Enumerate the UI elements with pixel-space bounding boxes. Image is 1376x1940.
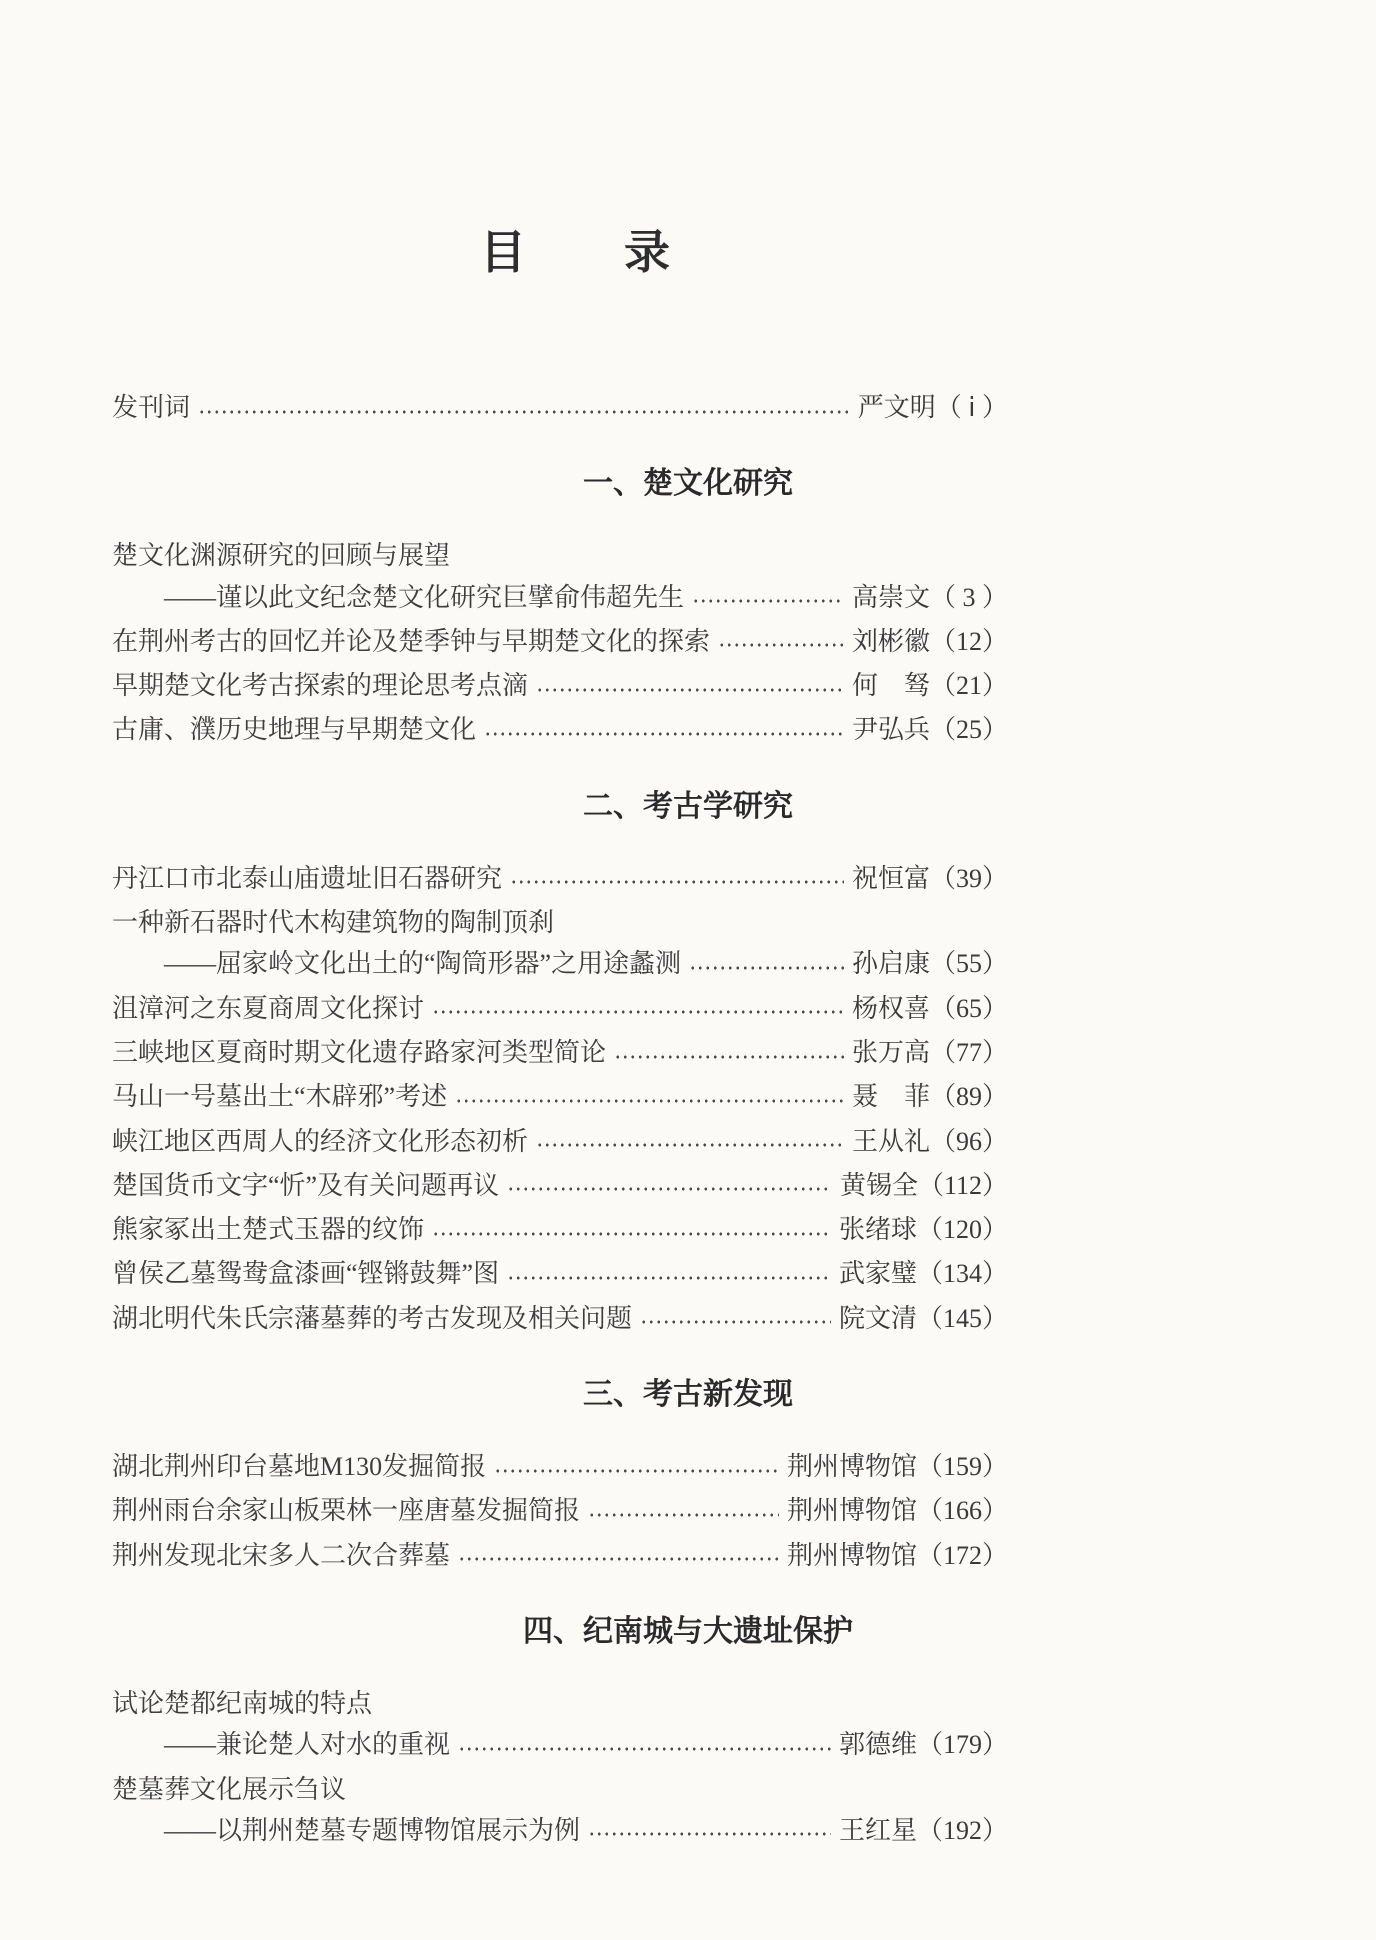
entry-title: 马山一号墓出土“木辟邪”考述: [112, 1082, 448, 1112]
entry-author: 张绪球: [838, 1215, 917, 1245]
entry-author: 荆州博物馆: [786, 1540, 917, 1570]
dot-leader: [494, 1460, 779, 1480]
dot-leader: [640, 1312, 831, 1332]
toc-entry: [112, 1497, 1008, 1524]
entry-author: 荆州博物馆: [786, 1452, 917, 1482]
toc-content: [112, 394, 1008, 1844]
entry-page: （112）: [917, 1170, 1008, 1200]
entry-author-page: [839, 1305, 1008, 1332]
entry-page: （89）: [929, 1082, 1008, 1112]
entry-page: （120）: [916, 1215, 1008, 1245]
entry-title: 试论楚都纪南城的特点: [112, 1688, 373, 1718]
entry-title: 沮漳河之东夏商周文化探讨: [112, 993, 425, 1023]
entry-author-page: [839, 1731, 1008, 1758]
entry-title: 古庸、濮历史地理与早期楚文化: [112, 715, 477, 745]
entry-author: 孙启康: [851, 949, 930, 979]
toc-entry-subtitle: [112, 1731, 1008, 1758]
dot-leader: [588, 1824, 831, 1844]
entry-page: （172）: [916, 1540, 1008, 1570]
entry-title: 荆州雨台余家山板栗林一座唐墓发掘简报: [112, 1496, 581, 1526]
toc-entry: [112, 1083, 1008, 1110]
entry-author: 刘彬徽: [851, 626, 930, 656]
dot-leader: [458, 1739, 831, 1759]
toc-entry-subtitle: [112, 1817, 1008, 1844]
entry-author: 严文明: [857, 393, 936, 422]
entry-author: 荆州博物馆: [786, 1496, 917, 1526]
entry-author-page: [852, 716, 1008, 743]
entry-page: （21）: [929, 671, 1008, 701]
toc-entry: [112, 865, 1008, 892]
entry-author-page: [858, 394, 1008, 421]
entry-author-page: [852, 865, 1008, 892]
entry-author: 高崇文: [851, 582, 930, 612]
entry-page: （65）: [929, 993, 1008, 1023]
toc-entry: [112, 716, 1008, 743]
entry-title: 曾侯乙墓鸳鸯盒漆画“铿锵鼓舞”图: [112, 1259, 500, 1289]
toc-entry: [112, 542, 1008, 569]
entry-page: （55）: [929, 949, 1008, 979]
entry-subtitle: ——兼论楚人对水的重视: [164, 1730, 451, 1760]
entry-title: 早期楚文化考古探索的理论思考点滴: [112, 671, 529, 701]
entry-author-page: [852, 1083, 1008, 1110]
entry-page: （12）: [929, 626, 1008, 656]
entry-author-page: [852, 672, 1008, 699]
toc-entry: [112, 1690, 1008, 1717]
entry-page: （166）: [916, 1496, 1008, 1526]
toc-entry-subtitle: [112, 950, 1008, 977]
entry-title: 楚文化渊源研究的回顾与展望: [112, 541, 451, 571]
dot-leader: [588, 1505, 779, 1525]
toc-entry: [112, 1453, 1008, 1480]
entry-title: 湖北荆州印台墓地M130发掘简报: [112, 1452, 487, 1482]
entry-page: （96）: [929, 1126, 1008, 1156]
section-heading: 一、楚文化研究: [583, 467, 793, 501]
entry-author-page: [839, 1216, 1008, 1243]
entry-author: 黄锡全: [839, 1170, 918, 1200]
toc-entry: [112, 394, 1008, 421]
entry-page: （179）: [916, 1730, 1008, 1760]
dot-leader: [458, 1549, 779, 1569]
entry-title: 在荆州考古的回忆并论及楚季钟与早期楚文化的探索: [112, 626, 711, 656]
entry-page: （ 3 ）: [929, 582, 1008, 612]
entry-page: （159）: [916, 1452, 1008, 1482]
toc-entry: [112, 1128, 1008, 1155]
entry-title: 楚国货币文字“忻”及有关问题再议: [112, 1170, 500, 1200]
toc-entry: [112, 1260, 1008, 1287]
entry-author-page: [852, 995, 1008, 1022]
section-heading: 二、考古学研究: [583, 789, 793, 823]
toc-entry: [112, 1039, 1008, 1066]
dot-leader: [692, 591, 844, 611]
entry-author-page: [839, 1817, 1008, 1844]
dot-leader: [484, 724, 844, 744]
dot-leader: [432, 1002, 844, 1022]
entry-subtitle: ——谨以此文纪念楚文化研究巨擘俞伟超先生: [164, 582, 685, 612]
entry-author-page: [852, 950, 1008, 977]
entry-author: 何 驽: [851, 671, 930, 701]
entry-title: 峡江地区西周人的经济文化形态初析: [112, 1126, 529, 1156]
toc-entry: [112, 672, 1008, 699]
toc-entry-subtitle: [112, 584, 1008, 611]
entry-page: （39）: [929, 863, 1008, 893]
section-heading: 四、纪南城与大遗址保护: [523, 1614, 853, 1648]
toc-entry: [112, 628, 1008, 655]
entry-page: （25）: [929, 715, 1008, 745]
toc-entry: [112, 1305, 1008, 1332]
entry-author-page: [787, 1497, 1008, 1524]
entry-title: 楚墓葬文化展示刍议: [112, 1774, 347, 1804]
entry-page: （77）: [929, 1037, 1008, 1067]
entry-author-page: [852, 584, 1008, 611]
entry-author-page: [852, 1128, 1008, 1155]
entry-author-page: [787, 1542, 1008, 1569]
entry-author-page: [840, 1172, 1008, 1199]
entry-author: 院文清: [838, 1303, 917, 1333]
dot-leader: [198, 401, 850, 421]
entry-author-page: [852, 628, 1008, 655]
dot-leader: [510, 872, 844, 892]
entry-author-page: [852, 1039, 1008, 1066]
entry-author: 祝恒富: [851, 863, 930, 893]
entry-author: 王红星: [838, 1815, 917, 1845]
dot-leader: [455, 1091, 844, 1111]
toc-entry: [112, 1216, 1008, 1243]
entry-title: 三峡地区夏商时期文化遗存路家河类型简论: [112, 1037, 607, 1067]
entry-title: 荆州发现北宋多人二次合葬墓: [112, 1540, 451, 1570]
entry-author: 尹弘兵: [851, 715, 930, 745]
entry-author: 王从礼: [851, 1126, 930, 1156]
toc-entry: [112, 995, 1008, 1022]
section-heading: 三、考古新发现: [583, 1378, 793, 1412]
dot-leader: [507, 1179, 832, 1199]
toc-entry: [112, 1542, 1008, 1569]
entry-author-page: [787, 1453, 1008, 1480]
entry-title: 丹江口市北泰山庙遗址旧石器研究: [112, 863, 503, 893]
entry-author: 杨权喜: [851, 993, 930, 1023]
entry-author: 武家璧: [838, 1259, 917, 1289]
entry-page: （192）: [916, 1815, 1008, 1845]
entry-page: （134）: [916, 1259, 1008, 1289]
entry-author: 郭德维: [838, 1730, 917, 1760]
dot-leader: [614, 1046, 844, 1066]
entry-title: 湖北明代朱氏宗藩墓葬的考古发现及相关问题: [112, 1303, 633, 1333]
entry-author: 聂 菲: [851, 1082, 930, 1112]
dot-leader: [689, 958, 844, 978]
entry-page: （145）: [916, 1303, 1008, 1333]
page-title: 目 录: [480, 227, 672, 278]
entry-subtitle: ——屈家岭文化出土的“陶筒形器”之用途蠡测: [164, 949, 682, 979]
entry-title: 熊家冢出土楚式玉器的纹饰: [112, 1215, 425, 1245]
dot-leader: [507, 1268, 831, 1288]
entry-subtitle: ——以荆州楚墓专题博物馆展示为例: [164, 1815, 581, 1845]
entry-title: 一种新石器时代木构建筑物的陶制顶刹: [112, 908, 555, 938]
toc-entry: [112, 1172, 1008, 1199]
toc-entry: [112, 1776, 1008, 1803]
entry-author-page: [839, 1260, 1008, 1287]
dot-leader: [536, 1135, 844, 1155]
entry-title: 发刊词: [112, 393, 191, 422]
entry-page: （ ⅰ ）: [935, 393, 1008, 422]
dot-leader: [432, 1223, 831, 1243]
dot-leader: [718, 635, 844, 655]
entry-author: 张万高: [851, 1037, 930, 1067]
toc-entry: [112, 909, 1008, 936]
dot-leader: [536, 679, 844, 699]
